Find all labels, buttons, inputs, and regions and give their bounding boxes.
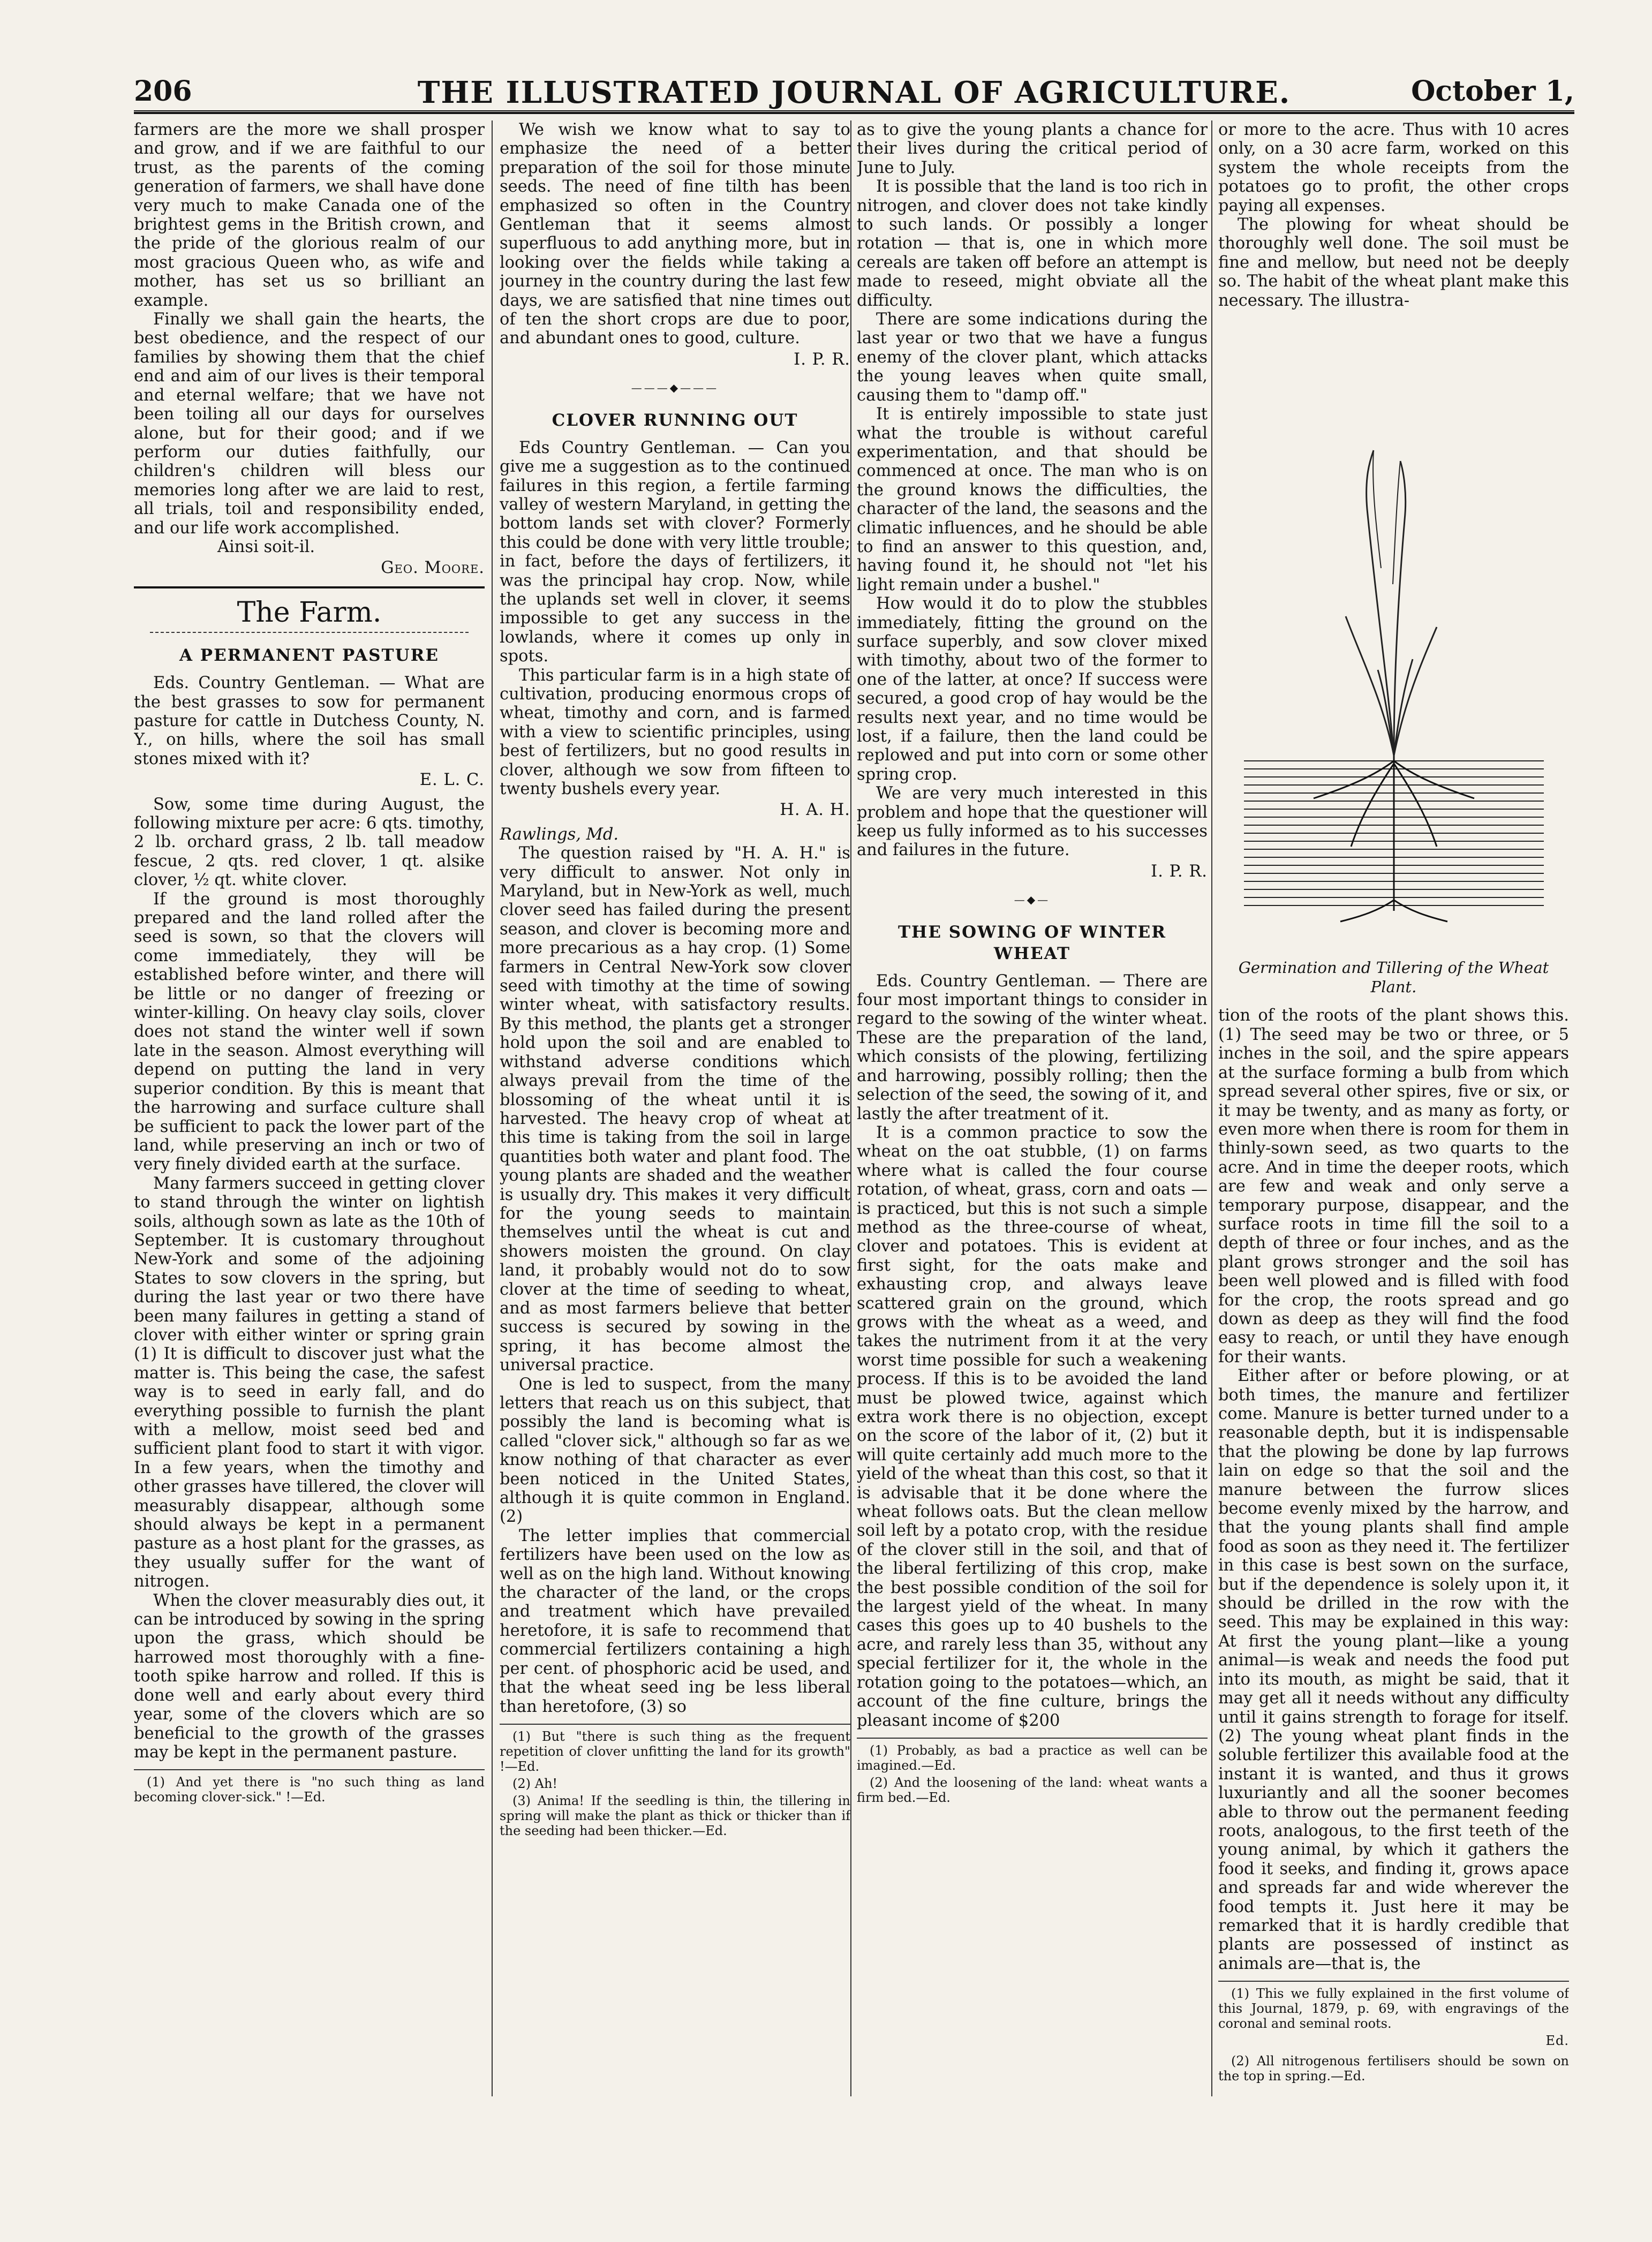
paragraph: When the clover measurably dies out, it can be introduced by sowing in the spring upon the grass, which should be harrowed most thoroughly with a fine-tooth spike harrow and rolled. If this is done well and early about every third year, some of the clovers which are so beneficial to the growth of the grasses may be kept in the permanent pasture.: [134, 1591, 485, 1762]
paragraph: The letter implies that commercial fertilizers have been used on the low as well as on the high land. Without knowing the character of the land, or the crops and treatment which have prevailed heretofore, it is safe to recommend that commercial fertilizers containing a high per cent. of phosphoric acid be used, and that the wheat seed ing be less liberal than heretofore, (3) so: [500, 1526, 850, 1716]
footnote-signature: Ed.: [1545, 2033, 1569, 2049]
paragraph: There are some indications during the last year or two that we have a fungus enemy of the clover plant, which attacks the young leaves when quite small, causing them to "damp off.": [857, 310, 1208, 405]
article-heading: A PERMANENT PASTURE: [179, 646, 440, 666]
paragraph: farmers are the more we shall prosper and grow, and if we are faithful to our trust, as the parents of the coming generation of farmers, we shall have done very much to make Canada one of the brightest gems in the British crown, and the pride of the glorious realm of our most gracious Queen who, as wife and mother, has set us so brilliant an example.: [134, 120, 485, 310]
section-rule: [134, 586, 485, 588]
footnote-rule: [1218, 1981, 1569, 1982]
paragraph: If the ground is most thoroughly prepared and the land rolled after the seed is sown, so that the clovers will come immediately, they will be established before winter, and there will be little or no danger of freezing or winter-killing. On heavy clay soils, clover does not stand the winter well if sown late in the season. Almost everything will depend on putting the land in very superior condition. By this is meant that the harrowing and surface culture shall be sufficient to pack the lower part of the land, while preserving an inch or two of very finely divided earth at the surface.: [134, 889, 485, 1174]
column-separator: [492, 120, 493, 2096]
letter-text: Eds. Country Gentleman. — What are the best grasses to sow for permanent pasture for cattle in Dutchess County, N. Y., on hills, where the soil has small stones mixed with it?: [134, 674, 485, 768]
section-title: The Farm.: [237, 596, 382, 629]
paragraph: Many farmers succeed in getting clover to stand through the winter on lightish soils, although sown as late as the 10th of September. It is customary throughout New-York and some of the adjoining States to sow clovers in the spring, but during the last year or two there have been many failures in getting a stand of clover with either winter or spring grain (1) It is difficult to discover just what the matter is. This being the case, the safest way is to seed in early fall, and do everything possible to furnish the plant with a mellow, moist seed bed and sufficient plant food to start it with vigor. In a few years, when the timothy and other grasses have tillered, the clover will measurably disappear, although some should always be kept in a permanent pasture as a host plant for the grasses, as they usually suffer for the want of nitrogen.: [134, 1174, 485, 1591]
footnote: (2) All nitrogenous fertilisers should be sown on the top in spring.—Ed.: [1218, 2054, 1569, 2084]
paragraph: It is a common practice to sow the wheat on the oat stubble, (1) on farms where what is called the four course rotation, of wheat, grass, corn and oats — is practiced, but this is not such a simple method as the three-course of wheat, clover and potatoes. This is evident at first sight, for the oats make and exhausting crop, and always leave scattered grain on the ground, which grows with the wheat as a weed, and takes the nutriment from it at the very worst time possible for such a weakening process. If this is to be avoided the land must be plowed twice, against which extra work there is no objection, except on the score of the labor of it, (2) but it will quite certainly add much more to the yield of the wheat than this cost, so that it is advisable that it be done where the wheat follows oats. But the clean mellow soil left by a potato crop, with the residue of the clover still in the soil, and that of the liberal fertilizing of this crop, make the best possible condition of the soil for the largest yield of the wheat. In many cases this goes up to 40 bushels to the acre, and rarely less than 35, without any special fertilizer for it, the whole in the rotation going to the potatoes—which, an account of the fine culture, brings the pleasant income of $200: [857, 1123, 1208, 1730]
footnote: (1) But "there is such thing as the frequent repetition of clover unfitting the land for its growth" !—Ed.: [500, 1728, 850, 1774]
paragraph: tion of the roots of the plant shows this. (1) The seed may be two or three, or 5 inches in the soil, and the spire appears at the surface forming a bulb from which spread several other spires, five or six, or it may be twenty, and as many as forty, or even more when there is room for them in thinly-sown seed, as two quarts to the acre. And in time the deeper roots, which are few and weak and only serve a temporary purpose, disappear, and the surface roots in time fill the soil to a depth of three or four inches, and as the plant grows stronger and the soil has been well plowed and is filled with food for the crop, the roots spread and go down as deep as they will find the food easy to reach, or until they have enough for their wants.: [1218, 1006, 1569, 1367]
footnote-rule: [500, 1724, 850, 1725]
closing-line: Ainsi soit-il.: [217, 537, 315, 556]
place-line: Rawlings, Md.: [500, 825, 619, 844]
signature: Geo. Moore.: [381, 558, 485, 578]
paragraph: The question raised by "H. A. H." is very difficult to answer. Not only in Maryland, but in New-York as well, much clover seed has failed during the present season, and clover is becoming more and more precarious as a hay crop. (1) Some farmers in Central New-York sow clover seed with timothy at the time of sowing winter wheat, with satisfactory results. By this method, the plants get a stronger hold upon the soil and are enabled to withstand adverse conditions which always prevail from the time of the blossoming of the wheat until it is harvested. The heavy crop of wheat at this time is taking from the soil in large quantities both water and plant food. The young plants are shaded and the weather is usually dry. This makes it very difficult for the young seeds to maintain themselves until the wheat is cut and showers moisten the ground. On clay land, it probably would not do to sow clover at the time of seeding to wheat, and as most farmers believe that better success is secured by sowing in the spring, it has become almost the universal practice.: [500, 844, 850, 1375]
paragraph: Either after or before plowing, or at both times, the manure and fertilizer come. Manure is better turned under to a reasonable depth, but it is indispensable that the plowing be done by lap furrows lain on edge so that the soil and the manure between the furrow slices become evenly mixed by the harrow, and that the young plants shall find ample food as soon as they need it. The fertilizer in this case is best sown on the surface, but if the dependence is solely upon it, it should be drilled in the row with the seed. This may be explained in this way: At first the young plant—like a young animal—is weak and needs the food put into its mouth, as might be said, that it may get all it needs without any difficulty until it gains strength to forage for itself. (2) The young wheat plant finds in the soluble fertilizer this available food at the instant it is wanted, and thus it grows luxuriantly and all the sooner becomes able to throw out the permanent feeding roots, analogous, to the first teeth of the young animal, by which it gathers the food it seeks, and finding it, grows apace and spreads far and wide wherever the food tempts it. Just here it may be remarked that it is hardly credible that plants are possessed of instinct as animals are—that is, the: [1218, 1367, 1569, 1973]
column-4: [1218, 120, 1569, 2096]
letter-signature: E. L. C.: [419, 771, 485, 790]
signature: H. A. H.: [780, 801, 850, 820]
article-heading: THE SOWING OF WINTER WHEAT: [897, 922, 1166, 963]
footnote: (2) Ah!: [512, 1776, 558, 1791]
column-2: [500, 120, 850, 2096]
signature: I. P. R.: [794, 350, 850, 369]
footnote: (2) And the loosening of the land: wheat wants a firm bed.—Ed.: [857, 1775, 1208, 1805]
figure-caption: Germination and Tillering of the Wheat Plant.: [1238, 958, 1549, 997]
header-rule: [134, 110, 1574, 114]
paragraph: It is entirely impossible to state just what the trouble is without careful experimentation, and that should be commenced at once. The man who is on the ground knows the difficulties, the character of the land, the seasons and the climatic influences, and he should be able to find an answer to this question, and, having found it, he should not "let his light remain under a bushel.": [857, 405, 1208, 594]
footnote: (3) Anima! If the seedling is thin, the tillering in spring will make the plant as thick or thicker than if the seeding had been thicker.—Ed.: [500, 1793, 850, 1838]
paragraph: How would it do to plow the stubbles immediately, fitting the ground on the surface superbly, and sow clover mixed with timothy, about two of the former to one of the latter, at once? If success were secured, a good crop of hay would be the results next year, and no time would be lost, if a failure, then the land could be replowed and put into corn or some other spring crop.: [857, 594, 1208, 784]
column-separator: [1211, 120, 1212, 2096]
footnote: (1) And yet there is "no such thing as land becoming clover-sick." !—Ed.: [134, 1775, 485, 1805]
footnote: (1) This we fully explained in the first volume of this Journal, 1879, p. 69, with engravings of the coronal and seminal roots.: [1218, 1986, 1569, 2032]
paragraph: One is led to suspect, from the many letters that reach us on this subject, that possibly the land is becoming what is called "clover sick," although so far as we know nothing of that character as ever been noticed in the United States, although it is quite common in England. (2): [500, 1375, 850, 1527]
paragraph: as to give the young plants a chance for their lives during the critical period of June to July.: [857, 120, 1208, 177]
paragraph: We are very much interested in this problem and hope that the questioner will keep us fully informed as to his successes and failures in the future.: [857, 784, 1208, 860]
page-header: [134, 75, 1574, 112]
paragraph: Eds Country Gentleman. — Can you give me a suggestion as to the continued failures in this region, a fertile farming valley of western Maryland, in getting the bottom lands set with clover? Formerly this could be done with very little trouble; in fact, before the days of fertilizers, it was the principal hay crop. Now, while the uplands set well in clover, it seems impossible to get any success in the lowlands, where it comes up only in spots.: [500, 438, 850, 666]
column-separator: [850, 120, 851, 2096]
paragraph: or more to the acre. Thus with 10 acres only, on a 30 acre farm, worked on this system the whole receipts from the potatoes go to profit, the other crops paying all expenses.: [1218, 120, 1569, 215]
article-heading: CLOVER RUNNING OUT: [552, 410, 798, 430]
paragraph: Sow, some time during August, the following mixture per acre: 6 qts. timothy, 2 lb. orchard grass, 2 lb. tall meadow fescue, 2 qts. red clover, 1 qt. alsike clover, ½ qt. white clover.: [134, 795, 485, 890]
ornament-divider: ———◆———: [631, 381, 719, 395]
paragraph: We wish we know what to say to emphasize the need of a better preparation of the soil for those minute seeds. The need of fine tilth has been emphasized so often in the Country Gentleman that it seems almost superfluous to add anything more, but in looking over the fields while taking a journey in the country during the last few days, we are satisfied that nine times out of ten the short crops are due to poor, and abundant ones to good, culture.: [500, 120, 850, 348]
signature: I. P. R.: [1151, 862, 1208, 881]
column-3: [857, 120, 1208, 2096]
paragraph: It is possible that the land is too rich in nitrogen, and clover does not take kindly to such lands. Or possibly a longer rotation — that is, one in which more cereals are taken off before an attempt is made to reseed, might obviate all the difficulty.: [857, 177, 1208, 310]
column-1: [134, 120, 485, 2096]
issue-date: October 1,: [1411, 75, 1574, 108]
ornament-divider: —◆—: [1014, 893, 1051, 907]
footnote-rule: [857, 1738, 1208, 1739]
paragraph: This particular farm is in a high state of cultivation, producing enormous crops of wheat, timothy and corn, and is farmed with a view to scientific principles, using best of fertilizers, but no good results in clover, although we sow from fifteen to twenty bushels every year.: [500, 666, 850, 798]
journal-title: THE ILLUSTRATED JOURNAL OF AGRICULTURE.: [417, 75, 1291, 110]
paragraph: The plowing for wheat should be thoroughly well done. The soil must be fine and mellow, but need not be deeply so. The habit of the wheat plant make this necessary. The illustra-: [1218, 215, 1569, 310]
paragraph: Eds. Country Gentleman. — There are four most important things to consider in regard to the sowing of the winter wheat. These are the preparation of the land, which consists of the plowing, fertilizing and harrowing, possibly rolling; then the selection of the seed, the sowing of it, and lastly the after treatment of it.: [857, 971, 1208, 1123]
wheat-plant-engraving: [1233, 316, 1555, 948]
page-number: 206: [134, 75, 192, 108]
paragraph: Finally we shall gain the hearts, the best obedience, and the respect of our families by showing them that the chief end and aim of our lives is their temporal and eternal welfare; that we have not been toiling all our days for ourselves alone, but for their good; and if we perform our duties faithfully, our children's children will bless our memories long after we are laid to rest, all trials, toil and responsibility ended, and our life work accomplished.: [134, 310, 485, 538]
footnote: (1) Probably, as bad a practice as well can be imagined.—Ed.: [857, 1742, 1208, 1773]
wheat-plant-illustration: [1218, 316, 1569, 953]
footnote-rule: [134, 1769, 485, 1770]
